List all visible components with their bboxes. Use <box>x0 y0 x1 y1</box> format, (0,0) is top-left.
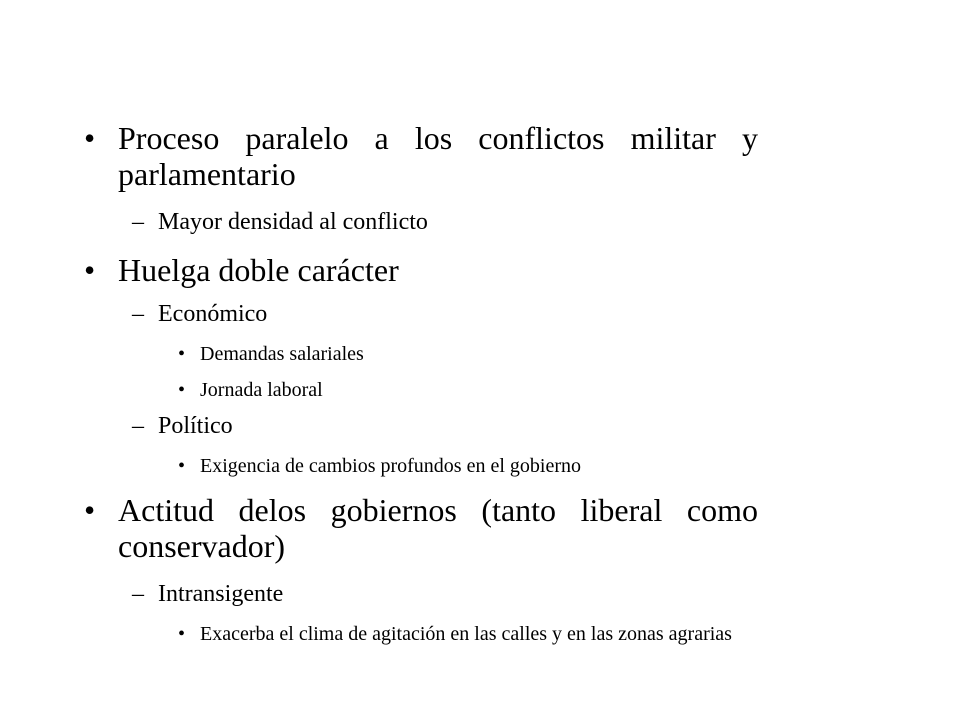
sub-item-politico <box>132 412 233 440</box>
sub-item-text: Económico <box>158 301 268 327</box>
bullet-item-actitud <box>84 492 758 564</box>
bullet-text: Actitud delos gobiernos (tanto liberal como conservador) <box>118 492 758 564</box>
bullet-dash: – <box>132 301 144 327</box>
sub-item-text: Político <box>158 413 233 439</box>
sub-sub-item-demandas <box>178 342 364 366</box>
bullet-text: Proceso paralelo a los conflictos militar y parlamentario <box>118 120 758 192</box>
sub-sub-item-text: Jornada laboral <box>200 379 323 401</box>
sub-sub-item-text: Demandas salariales <box>200 343 364 365</box>
sub-sub-item-text: Exacerba el clima de agitación en las calles y en las zonas agrarias <box>200 623 732 645</box>
bullet-dot: • <box>84 252 96 288</box>
bullet-dash: – <box>132 581 144 607</box>
bullet-item-proceso <box>84 120 758 192</box>
bullet-dot: • <box>84 492 96 528</box>
bullet-item-huelga <box>84 252 758 288</box>
bullet-dot: • <box>178 379 186 401</box>
bullet-dot: • <box>178 343 186 365</box>
sub-sub-item-jornada <box>178 378 323 402</box>
bullet-dash: – <box>132 413 144 439</box>
bullet-dot: • <box>178 455 186 477</box>
bullet-text: Huelga doble carácter <box>118 252 399 288</box>
sub-item-text: Mayor densidad al conflicto <box>158 209 428 235</box>
bullet-dot: • <box>84 120 96 156</box>
sub-sub-item-exacerba <box>178 622 840 646</box>
sub-item-economico <box>132 300 267 328</box>
sub-sub-item-exigencia <box>178 454 581 478</box>
bullet-dot: • <box>178 623 186 645</box>
sub-item-mayor-densidad <box>132 208 428 236</box>
sub-item-text: Intransigente <box>158 581 284 607</box>
sub-item-intransigente <box>132 580 283 608</box>
bullet-dash: – <box>132 209 144 235</box>
sub-sub-item-text: Exigencia de cambios profundos en el gobierno <box>200 455 581 477</box>
